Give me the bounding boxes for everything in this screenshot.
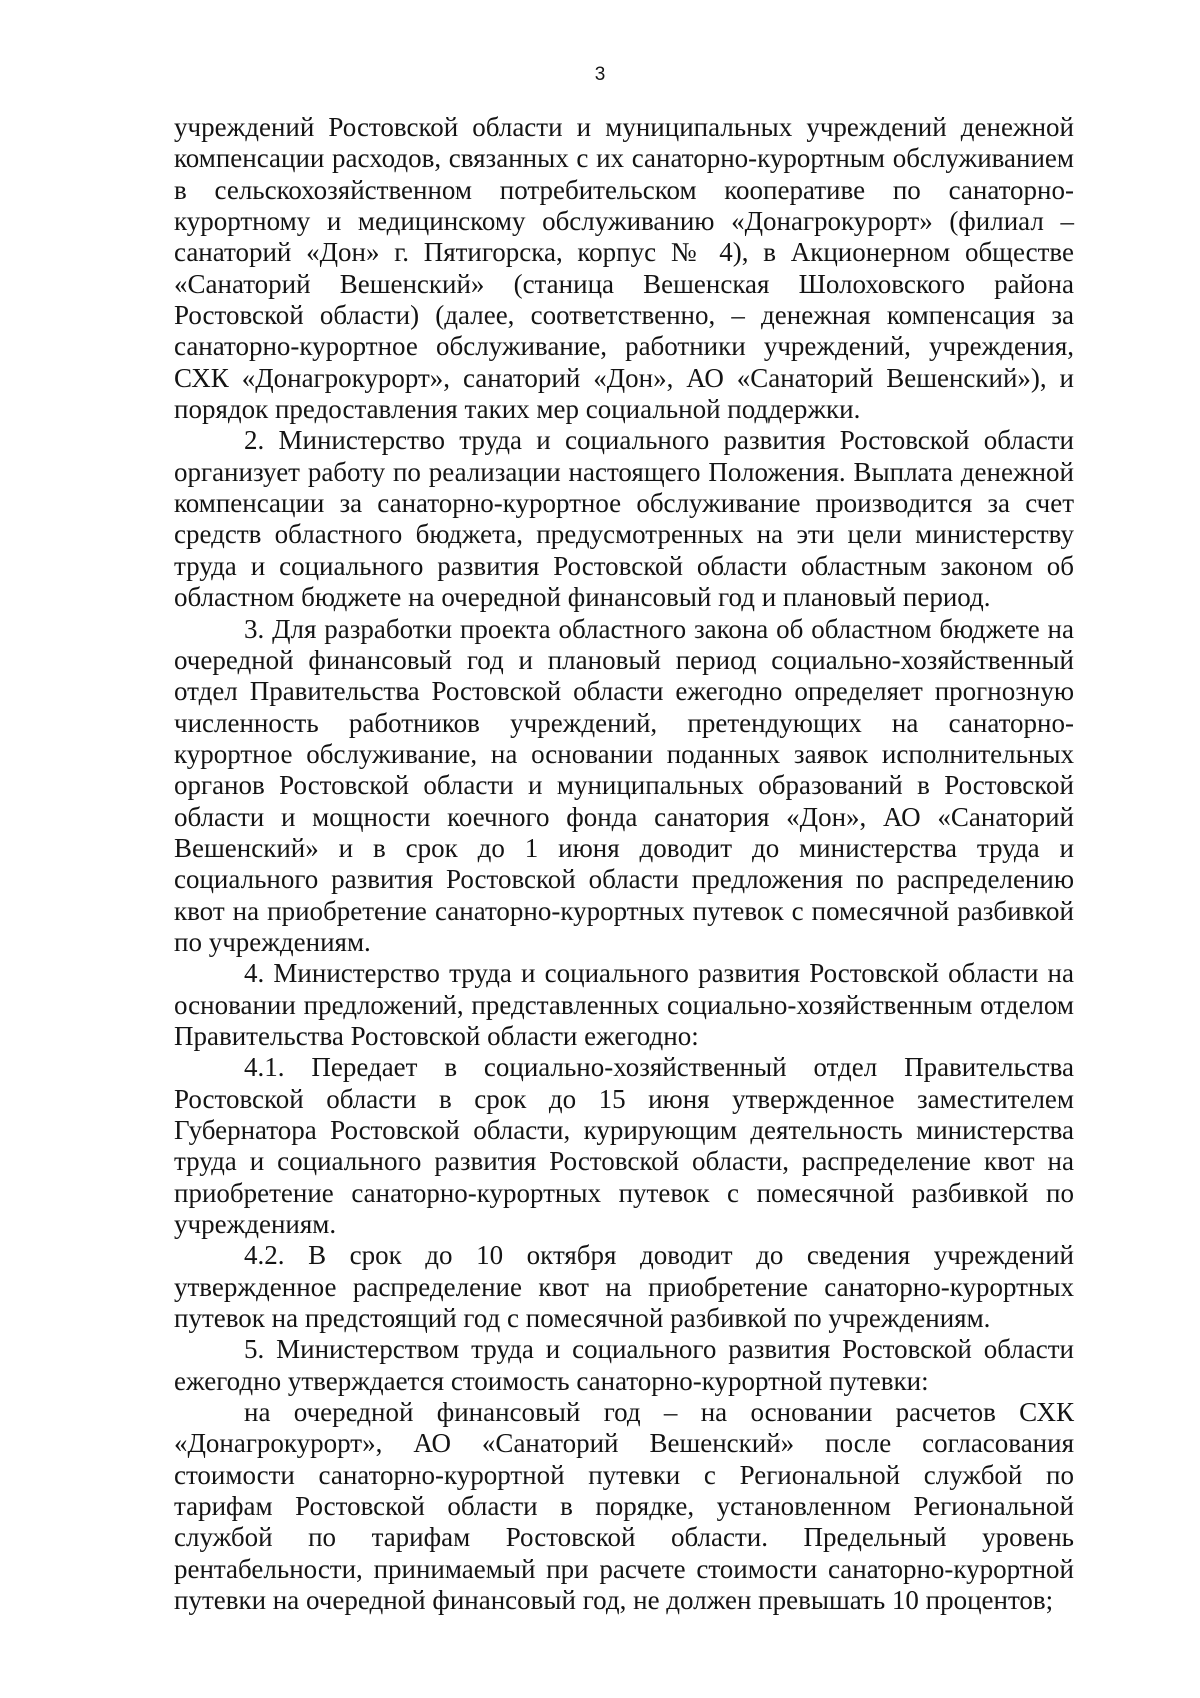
paragraph-4-2: 4.2. В срок до 10 октября доводит до сведения учреждений утвержденное распределение квот на приобретение санаторно-курортных путевок на предстоящий год с помесячной разбивкой по учреждениям. (174, 1240, 1074, 1334)
page-number: 3 (594, 64, 606, 85)
paragraph-3: 3. Для разработки проекта областного закона об областном бюджете на очередной финансовый год и плановый период социально-хозяйственный отдел Правительства Ростовской области ежегодно определяет прогнозную численность работников учреждений, претендующих на санаторно-курортное обслуживание, на основании поданных заявок исполнительных органов Ростовской области и муниципальных образований в Ростовской области и мощности коечного фонда санатория «Дон», АО «Санаторий Вешенский» и в срок до 1 июня доводит до министерства труда и социального развития Ростовской области предложения по распределению квот на приобретение санаторно-курортных путевок с помесячной разбивкой по учреждениям. (174, 613, 1074, 957)
paragraph-1-continuation: учреждений Ростовской области и муниципальных учреждений денежной компенсации расходов, связанных с их санаторно-курортным обслуживанием в сельскохозяйственном потребительском кооперативе по санаторно-курортному и медицинскому обслуживанию «Донагрокурорт» (филиал – санаторий «Дон» г. Пятигорска, корпус № 4), в Акционерном обществе «Санаторий Вешенский» (станица Вешенская Шолоховского района Ростовской области) (далее, соответственно, – денежная компенсация за санаторно-курортное обслуживание, работники учреждений, учреждения, СХК «Донагрокурорт», санаторий «Дон», АО «Санаторий Вешенский»), и порядок предоставления таких мер социальной поддержки. (174, 112, 1074, 425)
paragraph-5: 5. Министерством труда и социального развития Ростовской области ежегодно утверждается стоимость санаторно-курортной путевки: (174, 1334, 1074, 1396)
paragraph-2: 2. Министерство труда и социального развития Ростовской области организует работу по реализации настоящего Положения. Выплата денежной компенсации за санаторно-курортное обслуживание производится за счет средств областного бюджета, предусмотренных на эти цели министерству труда и социального развития Ростовской области областным законом об областном бюджете на очередной финансовый год и плановый период. (174, 425, 1074, 613)
document-body (174, 112, 1074, 1617)
paragraph-5-item-1: на очередной финансовый год – на основании расчетов СХК «Донагрокурорт», АО «Санаторий Вешенский» после согласования стоимости санаторно-курортной путевки с Региональной службой по тарифам Ростовской области в порядке, установленном Региональной службой по тарифам Ростовской области. Предельный уровень рентабельности, принимаемый при расчете стоимости санаторно-курортной путевки на очередной финансовый год, не должен превышать 10 процентов; (174, 1397, 1074, 1616)
paragraph-4: 4. Министерство труда и социального развития Ростовской области на основании предложений, представленных социально-хозяйственным отделом Правительства Ростовской области ежегодно: (174, 958, 1074, 1051)
paragraph-4-1: 4.1. Передает в социально-хозяйственный отдел Правительства Ростовской области в срок до 15 июня утвержденное заместителем Губернатора Ростовской области, курирующим деятельность министерства труда и социального развития Ростовской области, распределение квот на приобретение санаторно-курортных путевок с помесячной разбивкой по учреждениям. (174, 1052, 1074, 1240)
